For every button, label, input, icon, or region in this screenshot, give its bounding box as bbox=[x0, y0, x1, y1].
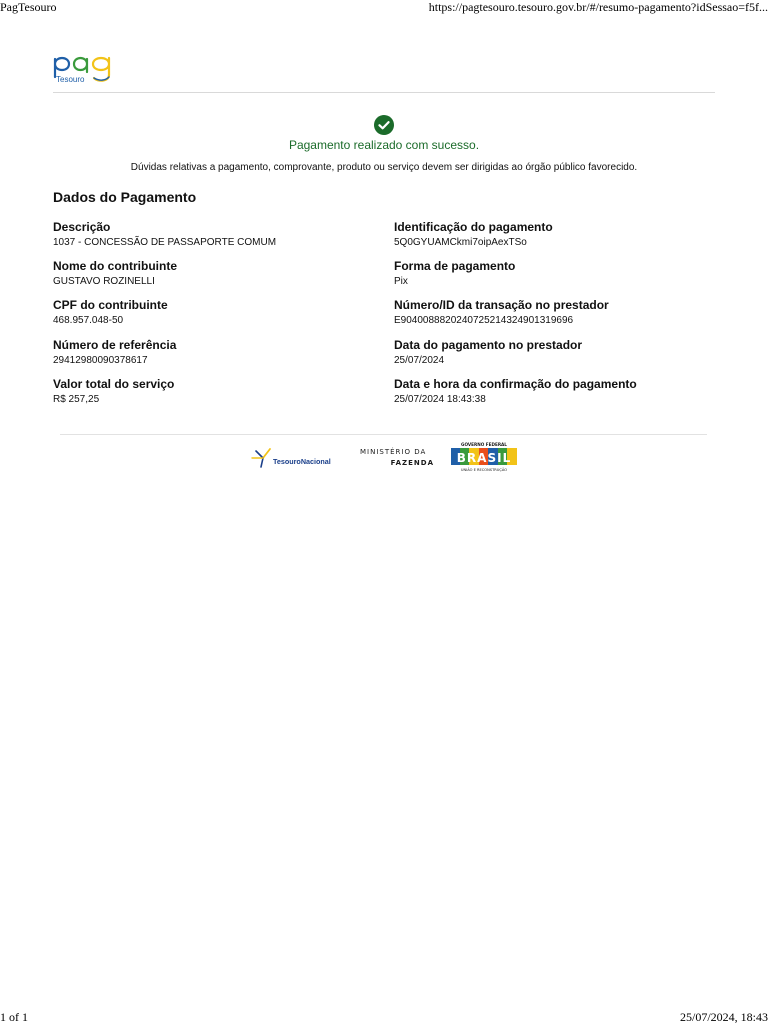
field-data-pagamento bbox=[394, 337, 724, 368]
field-label: CPF do contribuinte bbox=[53, 298, 168, 312]
governo-federal-label: GOVERNO FEDERAL bbox=[461, 442, 507, 447]
field-value: GUSTAVO ROZINELLI bbox=[53, 276, 155, 287]
pagtesouro-logo bbox=[53, 51, 115, 85]
field-value: 5Q0GYUAMCkmi7oipAexTSo bbox=[394, 237, 527, 248]
field-value: E90400888202407252143249013196​96 bbox=[394, 315, 574, 326]
header-divider bbox=[53, 92, 715, 93]
field-value: R$ 257,25 bbox=[53, 394, 100, 405]
logo-subtitle: Tesouro bbox=[56, 75, 85, 84]
ministerio-fazenda-logo bbox=[360, 448, 434, 470]
field-forma-pagamento bbox=[394, 258, 724, 289]
star-icon bbox=[252, 449, 270, 467]
field-label: Identificação do pagamento bbox=[394, 220, 553, 234]
field-label: Número/ID da transação no prestador bbox=[394, 298, 609, 312]
field-value: 468.957.048-50 bbox=[53, 315, 124, 326]
governo-federal-brasil-logo bbox=[449, 441, 519, 474]
field-descricao bbox=[53, 219, 383, 250]
tesouro-wordmark: TesouroNacional bbox=[273, 457, 331, 466]
field-identificacao bbox=[394, 219, 724, 250]
support-notice: Dúvidas relativas a pagamento, comprovante, produto ou serviço devem ser dirigidas ao órgão público favorecido. bbox=[130, 162, 638, 173]
print-page-title: PagTesouro bbox=[0, 0, 57, 14]
field-cpf bbox=[53, 297, 383, 328]
ministerio-line1: MINISTÉRIO DA bbox=[360, 448, 427, 456]
tesouro-nacional-logo bbox=[250, 447, 344, 469]
section-title: Dados do Pagamento bbox=[53, 189, 197, 205]
field-label: Valor total do serviço bbox=[53, 377, 175, 391]
field-id-transacao bbox=[394, 297, 724, 328]
field-value: 29412980090378617 bbox=[53, 355, 148, 366]
field-label: Descrição bbox=[53, 220, 111, 234]
field-nome-contribuinte bbox=[53, 258, 383, 289]
check-circle-icon bbox=[374, 115, 394, 135]
field-label: Forma de pagamento bbox=[394, 259, 516, 273]
field-data-confirmacao bbox=[394, 376, 724, 407]
field-value: Pix bbox=[394, 276, 408, 287]
brasil-wordmark: BRASIL bbox=[456, 451, 512, 465]
print-url: https://pagtesouro.tesouro.gov.br/#/resumo-pagamento?idSessao=f5f... bbox=[428, 0, 768, 14]
field-label: Número de referência bbox=[53, 338, 177, 352]
field-valor-total bbox=[53, 376, 383, 407]
field-label: Nome do contribuinte bbox=[53, 259, 177, 273]
field-label: Data e hora da confirmação do pagamento bbox=[394, 377, 637, 391]
field-value: 1037 - CONCESSÃO DE PASSAPORTE COMUM bbox=[53, 237, 277, 248]
ministerio-line2: FAZENDA bbox=[390, 459, 434, 467]
print-timestamp: 25/07/2024, 18:43 bbox=[679, 1010, 768, 1024]
print-page-count: 1 of 1 bbox=[0, 1010, 28, 1024]
field-value: 25/07/2024 bbox=[394, 355, 445, 366]
field-numero-referencia bbox=[53, 337, 383, 368]
field-label: Data do pagamento no prestador bbox=[394, 338, 583, 352]
field-value: 25/07/2024 18:43:38 bbox=[394, 394, 486, 405]
success-message: Pagamento realizado com sucesso. bbox=[288, 138, 480, 152]
brasil-tagline: UNIÃO E RECONSTRUÇÃO bbox=[460, 468, 508, 472]
footer-divider bbox=[60, 434, 707, 435]
